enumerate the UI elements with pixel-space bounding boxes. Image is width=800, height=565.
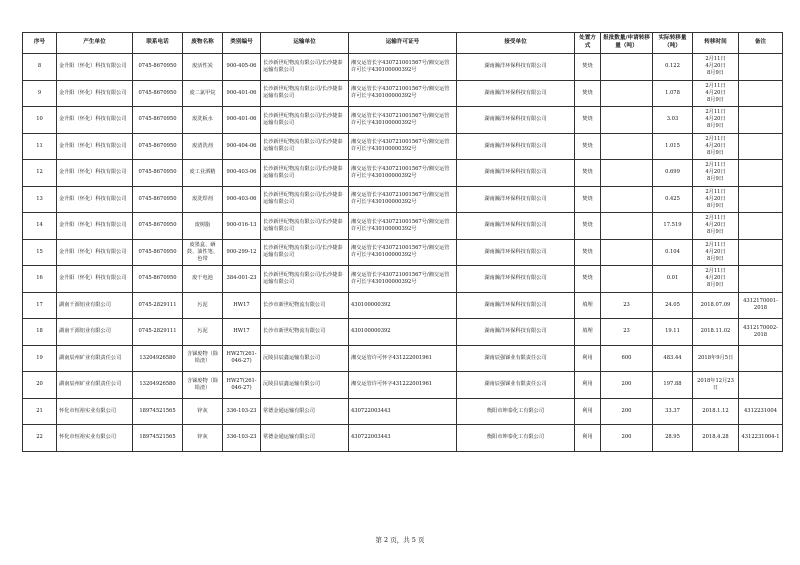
- receiving-unit-cell: 湖南瀚洋环保科技有限公司: [457, 266, 575, 293]
- waste-name-cell: 废工业酒精: [183, 160, 223, 187]
- approved-quantity-cell: [601, 160, 653, 187]
- waste-name-cell: 废活性炭: [183, 54, 223, 81]
- transfer-time-cell: 2月11日 4月20日 8月9日: [693, 213, 739, 240]
- actual-quantity-cell: 28.95: [653, 425, 693, 452]
- row-number-cell: 17: [23, 292, 57, 319]
- column-header: 实际转移量（吨）: [653, 33, 693, 54]
- transport-unit-cell: 常德金通运输有限公司: [261, 398, 349, 425]
- table-body: [23, 54, 783, 452]
- category-code-cell: 900-016-13: [223, 213, 261, 240]
- transfer-time-cell: 2018.4.28: [693, 425, 739, 452]
- category-code-cell: HW27(261-046-27): [223, 345, 261, 372]
- waste-name-cell: 废二氯甲烷: [183, 80, 223, 107]
- transport-permit-cell: 430100000392: [349, 292, 457, 319]
- category-code-cell: HW17: [223, 319, 261, 346]
- remark-cell: [739, 160, 783, 187]
- remark-cell: [739, 80, 783, 107]
- receiving-unit-cell: 衡阳市坤泰化工有限公司: [457, 398, 575, 425]
- waste-name-cell: 废干电池: [183, 266, 223, 293]
- actual-quantity-cell: 3.03: [653, 107, 693, 134]
- contact-phone-cell: 0745-8670950: [133, 54, 183, 81]
- transport-permit-cell: 湘交运管许可怀字431222001961: [349, 372, 457, 399]
- transport-unit-cell: 长沙新世纪物流有限公司/长沙捷泰运输有限公司: [261, 160, 349, 187]
- transfer-table-sheet: [22, 32, 782, 452]
- contact-phone-cell: 0745-8670950: [133, 186, 183, 213]
- column-header: 转移时间: [693, 33, 739, 54]
- transfer-time-cell: 2018年12月23日: [693, 372, 739, 399]
- producer-unit-cell: 金升阳（怀化）科技有限公司: [57, 239, 133, 266]
- disposal-method-cell: 焚烧: [575, 239, 601, 266]
- table-row: [23, 319, 783, 346]
- transfer-time-cell: 2月11日 4月20日 8月9日: [693, 266, 739, 293]
- actual-quantity-cell: 24.05: [653, 292, 693, 319]
- transfer-time-cell: 2018.07.09: [693, 292, 739, 319]
- row-number-cell: 15: [23, 239, 57, 266]
- contact-phone-cell: 0745-8670950: [133, 107, 183, 134]
- row-number-cell: 12: [23, 160, 57, 187]
- transport-permit-cell: 湘交运管长字430721001567号/湘交运管许可长字430100000392号: [349, 80, 457, 107]
- actual-quantity-cell: 0.699: [653, 160, 693, 187]
- contact-phone-cell: 13204926580: [133, 345, 183, 372]
- receiving-unit-cell: 湖南瀚洋环保科技有限公司: [457, 213, 575, 240]
- column-header: 处置方式: [575, 33, 601, 54]
- waste-name-cell: 废清洗剂: [183, 133, 223, 160]
- actual-quantity-cell: 197.88: [653, 372, 693, 399]
- receiving-unit-cell: 衡阳市坤泰化工有限公司: [457, 425, 575, 452]
- table-row: [23, 133, 783, 160]
- disposal-method-cell: 焚烧: [575, 80, 601, 107]
- transport-unit-cell: 长沙新世纪物流有限公司/长沙捷泰运输有限公司: [261, 107, 349, 134]
- table-row: [23, 107, 783, 134]
- receiving-unit-cell: 湖南辰强锑业有限责任公司: [457, 345, 575, 372]
- transport-unit-cell: 沅陵县辰鑫运输有限公司: [261, 345, 349, 372]
- contact-phone-cell: 0745-8670950: [133, 266, 183, 293]
- row-number-cell: 11: [23, 133, 57, 160]
- approved-quantity-cell: [601, 80, 653, 107]
- column-header: 产生单位: [57, 33, 133, 54]
- category-code-cell: 900-299-12: [223, 239, 261, 266]
- hazardous-waste-transfer-table: [22, 32, 783, 452]
- receiving-unit-cell: 湖南瀚洋环保科技有限公司: [457, 186, 575, 213]
- receiving-unit-cell: 湖南瀚洋环保科技有限公司: [457, 80, 575, 107]
- waste-name-cell: 含锑废物（除铅渣）: [183, 372, 223, 399]
- table-row: [23, 186, 783, 213]
- receiving-unit-cell: 湖南辰强锑业有限责任公司: [457, 372, 575, 399]
- contact-phone-cell: 0745-8670950: [133, 160, 183, 187]
- category-code-cell: 900-403-06: [223, 186, 261, 213]
- disposal-method-cell: 焚烧: [575, 107, 601, 134]
- disposal-method-cell: 利用: [575, 398, 601, 425]
- table-row: [23, 239, 783, 266]
- column-header: 类别编号: [223, 33, 261, 54]
- contact-phone-cell: 0745-8670950: [133, 80, 183, 107]
- category-code-cell: 336-103-23: [223, 425, 261, 452]
- transfer-time-cell: 2月11日 4月20日 8月9日: [693, 160, 739, 187]
- transport-permit-cell: 430722003443: [349, 398, 457, 425]
- actual-quantity-cell: 0.122: [653, 54, 693, 81]
- disposal-method-cell: 利用: [575, 372, 601, 399]
- approved-quantity-cell: 200: [601, 372, 653, 399]
- disposal-method-cell: 焚烧: [575, 186, 601, 213]
- producer-unit-cell: 金升阳（怀化）科技有限公司: [57, 54, 133, 81]
- disposal-method-cell: 填埋: [575, 319, 601, 346]
- row-number-cell: 14: [23, 213, 57, 240]
- producer-unit-cell: 怀化市恒裕实业有限公司: [57, 425, 133, 452]
- column-header: 接受单位: [457, 33, 575, 54]
- category-code-cell: HW27(261-046-27): [223, 372, 261, 399]
- contact-phone-cell: 18974521565: [133, 398, 183, 425]
- actual-quantity-cell: 1.015: [653, 133, 693, 160]
- receiving-unit-cell: 湖南瀚洋环保科技有限公司: [457, 160, 575, 187]
- remark-cell: 4312231004-1: [739, 425, 783, 452]
- table-row: [23, 213, 783, 240]
- category-code-cell: HW17: [223, 292, 261, 319]
- approved-quantity-cell: 23: [601, 319, 653, 346]
- transfer-time-cell: 2月11日 4月20日 8月9日: [693, 54, 739, 81]
- actual-quantity-cell: 19.11: [653, 319, 693, 346]
- column-header: 运输单位: [261, 33, 349, 54]
- row-number-cell: 16: [23, 266, 57, 293]
- actual-quantity-cell: 0.425: [653, 186, 693, 213]
- actual-quantity-cell: 33.37: [653, 398, 693, 425]
- disposal-method-cell: 焚烧: [575, 54, 601, 81]
- remark-cell: [739, 213, 783, 240]
- actual-quantity-cell: 1.078: [653, 80, 693, 107]
- transport-permit-cell: 湘交运管长字430721001567号/湘交运管许可长字430100000392号: [349, 239, 457, 266]
- transfer-time-cell: 2月11日 4月20日 8月9日: [693, 186, 739, 213]
- producer-unit-cell: 金升阳（怀化）科技有限公司: [57, 80, 133, 107]
- column-header: 联系电话: [133, 33, 183, 54]
- producer-unit-cell: 湖南千源铝业有限公司: [57, 292, 133, 319]
- table-row: [23, 54, 783, 81]
- transport-permit-cell: 湘交运管长字430721001567号/湘交运管许可长字430100000392号: [349, 266, 457, 293]
- page-footer: 第 2 页，共 5 页: [375, 536, 425, 544]
- row-number-cell: 21: [23, 398, 57, 425]
- actual-quantity-cell: 0.104: [653, 239, 693, 266]
- receiving-unit-cell: 湖南瀚洋环保科技有限公司: [457, 133, 575, 160]
- category-code-cell: 336-103-23: [223, 398, 261, 425]
- waste-name-cell: 废树脂: [183, 213, 223, 240]
- transfer-time-cell: 2018.11.02: [693, 319, 739, 346]
- approved-quantity-cell: 200: [601, 425, 653, 452]
- disposal-method-cell: 焚烧: [575, 160, 601, 187]
- row-number-cell: 20: [23, 372, 57, 399]
- approved-quantity-cell: [601, 133, 653, 160]
- transfer-time-cell: 2月11日 4月20日 8月9日: [693, 107, 739, 134]
- category-code-cell: 900-404-06: [223, 133, 261, 160]
- table-row: [23, 345, 783, 372]
- contact-phone-cell: 0745-2829111: [133, 292, 183, 319]
- producer-unit-cell: 金升阳（怀化）科技有限公司: [57, 186, 133, 213]
- actual-quantity-cell: 483.44: [653, 345, 693, 372]
- approved-quantity-cell: [601, 54, 653, 81]
- contact-phone-cell: 0745-2829111: [133, 319, 183, 346]
- approved-quantity-cell: 600: [601, 345, 653, 372]
- waste-name-cell: 废墨盒、硒鼓、油性笔、色带: [183, 239, 223, 266]
- producer-unit-cell: 金升阳（怀化）科技有限公司: [57, 160, 133, 187]
- remark-cell: 4312231004: [739, 398, 783, 425]
- transport-unit-cell: 沅陵县辰鑫运输有限公司: [261, 372, 349, 399]
- receiving-unit-cell: 湖南瀚洋环保科技有限公司: [457, 107, 575, 134]
- producer-unit-cell: 金升阳（怀化）科技有限公司: [57, 133, 133, 160]
- table-row: [23, 425, 783, 452]
- producer-unit-cell: 湖南辰州矿业有限责任公司: [57, 345, 133, 372]
- table-row: [23, 160, 783, 187]
- column-header: 运输许可证号: [349, 33, 457, 54]
- contact-phone-cell: 13204926580: [133, 372, 183, 399]
- transfer-time-cell: 2月11日 4月20日 8月9日: [693, 239, 739, 266]
- approved-quantity-cell: 23: [601, 292, 653, 319]
- row-number-cell: 13: [23, 186, 57, 213]
- transport-permit-cell: 湘交运管长字430721001567号/湘交运管许可长字430100000392号: [349, 133, 457, 160]
- remark-cell: [739, 54, 783, 81]
- transport-permit-cell: 湘交运管长字430721001567号/湘交运管许可长字430100000392号: [349, 107, 457, 134]
- contact-phone-cell: 0745-8670950: [133, 239, 183, 266]
- transport-permit-cell: 430722003443: [349, 425, 457, 452]
- category-code-cell: 900-405-06: [223, 54, 261, 81]
- producer-unit-cell: 金升阳（怀化）科技有限公司: [57, 213, 133, 240]
- transport-permit-cell: 湘交运管长字430721001567号/湘交运管许可长字430100000392号: [349, 160, 457, 187]
- remark-cell: [739, 266, 783, 293]
- transport-unit-cell: 长沙市新世纪物流有限公司: [261, 292, 349, 319]
- disposal-method-cell: 焚烧: [575, 213, 601, 240]
- receiving-unit-cell: 湖南瀚洋环保科技有限公司: [457, 292, 575, 319]
- row-number-cell: 10: [23, 107, 57, 134]
- actual-quantity-cell: 17.519: [653, 213, 693, 240]
- approved-quantity-cell: [601, 239, 653, 266]
- disposal-method-cell: 焚烧: [575, 266, 601, 293]
- remark-cell: [739, 133, 783, 160]
- remark-cell: [739, 186, 783, 213]
- column-header: 废物名称: [183, 33, 223, 54]
- approved-quantity-cell: [601, 186, 653, 213]
- waste-name-cell: 污泥: [183, 319, 223, 346]
- row-number-cell: 22: [23, 425, 57, 452]
- producer-unit-cell: 金升阳（怀化）科技有限公司: [57, 266, 133, 293]
- transfer-time-cell: 2018.1.12: [693, 398, 739, 425]
- approved-quantity-cell: 200: [601, 398, 653, 425]
- disposal-method-cell: 焚烧: [575, 133, 601, 160]
- transport-unit-cell: 长沙新世纪物流有限公司/长沙捷泰运输有限公司: [261, 239, 349, 266]
- row-number-cell: 19: [23, 345, 57, 372]
- waste-name-cell: 污泥: [183, 292, 223, 319]
- category-code-cell: 900-403-06: [223, 160, 261, 187]
- contact-phone-cell: 18974521565: [133, 425, 183, 452]
- waste-name-cell: 废洗板水: [183, 107, 223, 134]
- producer-unit-cell: 湖南辰州矿业有限责任公司: [57, 372, 133, 399]
- waste-name-cell: 含锑废物（除铅渣）: [183, 345, 223, 372]
- table-row: [23, 372, 783, 399]
- remark-cell: [739, 107, 783, 134]
- contact-phone-cell: 0745-8670950: [133, 133, 183, 160]
- transport-permit-cell: 430100000392: [349, 319, 457, 346]
- transport-permit-cell: 湘交运管长字430721001567号/湘交运管许可长字430100000392号: [349, 186, 457, 213]
- waste-name-cell: 锌灰: [183, 398, 223, 425]
- transport-unit-cell: 长沙新世纪物流有限公司/长沙捷泰运输有限公司: [261, 80, 349, 107]
- transport-unit-cell: 长沙新世纪物流有限公司/长沙捷泰运输有限公司: [261, 54, 349, 81]
- approved-quantity-cell: [601, 107, 653, 134]
- row-number-cell: 18: [23, 319, 57, 346]
- row-number-cell: 9: [23, 80, 57, 107]
- transfer-time-cell: 2月11日 4月20日 8月9日: [693, 133, 739, 160]
- category-code-cell: 384-001-23: [223, 266, 261, 293]
- transfer-time-cell: 2018年9月5日: [693, 345, 739, 372]
- column-header: 备注: [739, 33, 783, 54]
- producer-unit-cell: 怀化市恒裕实业有限公司: [57, 398, 133, 425]
- transfer-time-cell: 2月11日 4月20日 8月9日: [693, 80, 739, 107]
- category-code-cell: 900-401-06: [223, 80, 261, 107]
- column-header: 报批数量/申请转移量（吨）: [601, 33, 653, 54]
- remark-cell: 4312170002-2018: [739, 319, 783, 346]
- table-row: [23, 266, 783, 293]
- transport-unit-cell: 长沙市新世纪物流有限公司: [261, 319, 349, 346]
- waste-name-cell: 废洗焊剂: [183, 186, 223, 213]
- disposal-method-cell: 填埋: [575, 292, 601, 319]
- transport-permit-cell: 湘交运管长字430721001567号/湘交运管许可长字430100000392号: [349, 54, 457, 81]
- actual-quantity-cell: 0.01: [653, 266, 693, 293]
- transport-permit-cell: 湘交运管长字430721001567号/湘交运管许可长字430100000392号: [349, 213, 457, 240]
- approved-quantity-cell: [601, 266, 653, 293]
- receiving-unit-cell: 湖南瀚洋环保科技有限公司: [457, 54, 575, 81]
- receiving-unit-cell: 湖南瀚洋环保科技有限公司: [457, 319, 575, 346]
- remark-cell: [739, 239, 783, 266]
- remark-cell: 4312170001-2018: [739, 292, 783, 319]
- disposal-method-cell: 利用: [575, 425, 601, 452]
- remark-cell: [739, 372, 783, 399]
- row-number-cell: 8: [23, 54, 57, 81]
- approved-quantity-cell: [601, 213, 653, 240]
- column-header: 序号: [23, 33, 57, 54]
- producer-unit-cell: 湖南千源铝业有限公司: [57, 319, 133, 346]
- table-row: [23, 398, 783, 425]
- producer-unit-cell: 金升阳（怀化）科技有限公司: [57, 107, 133, 134]
- table-row: [23, 80, 783, 107]
- transport-unit-cell: 长沙新世纪物流有限公司/长沙捷泰运输有限公司: [261, 213, 349, 240]
- disposal-method-cell: 利用: [575, 345, 601, 372]
- waste-name-cell: 锌灰: [183, 425, 223, 452]
- receiving-unit-cell: 湖南瀚洋环保科技有限公司: [457, 239, 575, 266]
- transport-unit-cell: 长沙新世纪物流有限公司/长沙捷泰运输有限公司: [261, 133, 349, 160]
- category-code-cell: 900-401-06: [223, 107, 261, 134]
- remark-cell: [739, 345, 783, 372]
- transport-unit-cell: 常德金通运输有限公司: [261, 425, 349, 452]
- table-header-row: [23, 33, 783, 54]
- table-row: [23, 292, 783, 319]
- contact-phone-cell: 0745-8670950: [133, 213, 183, 240]
- transport-unit-cell: 长沙新世纪物流有限公司/长沙捷泰运输有限公司: [261, 266, 349, 293]
- transport-unit-cell: 长沙新世纪物流有限公司/长沙捷泰运输有限公司: [261, 186, 349, 213]
- transport-permit-cell: 湘交运管许可怀字431222001961: [349, 345, 457, 372]
